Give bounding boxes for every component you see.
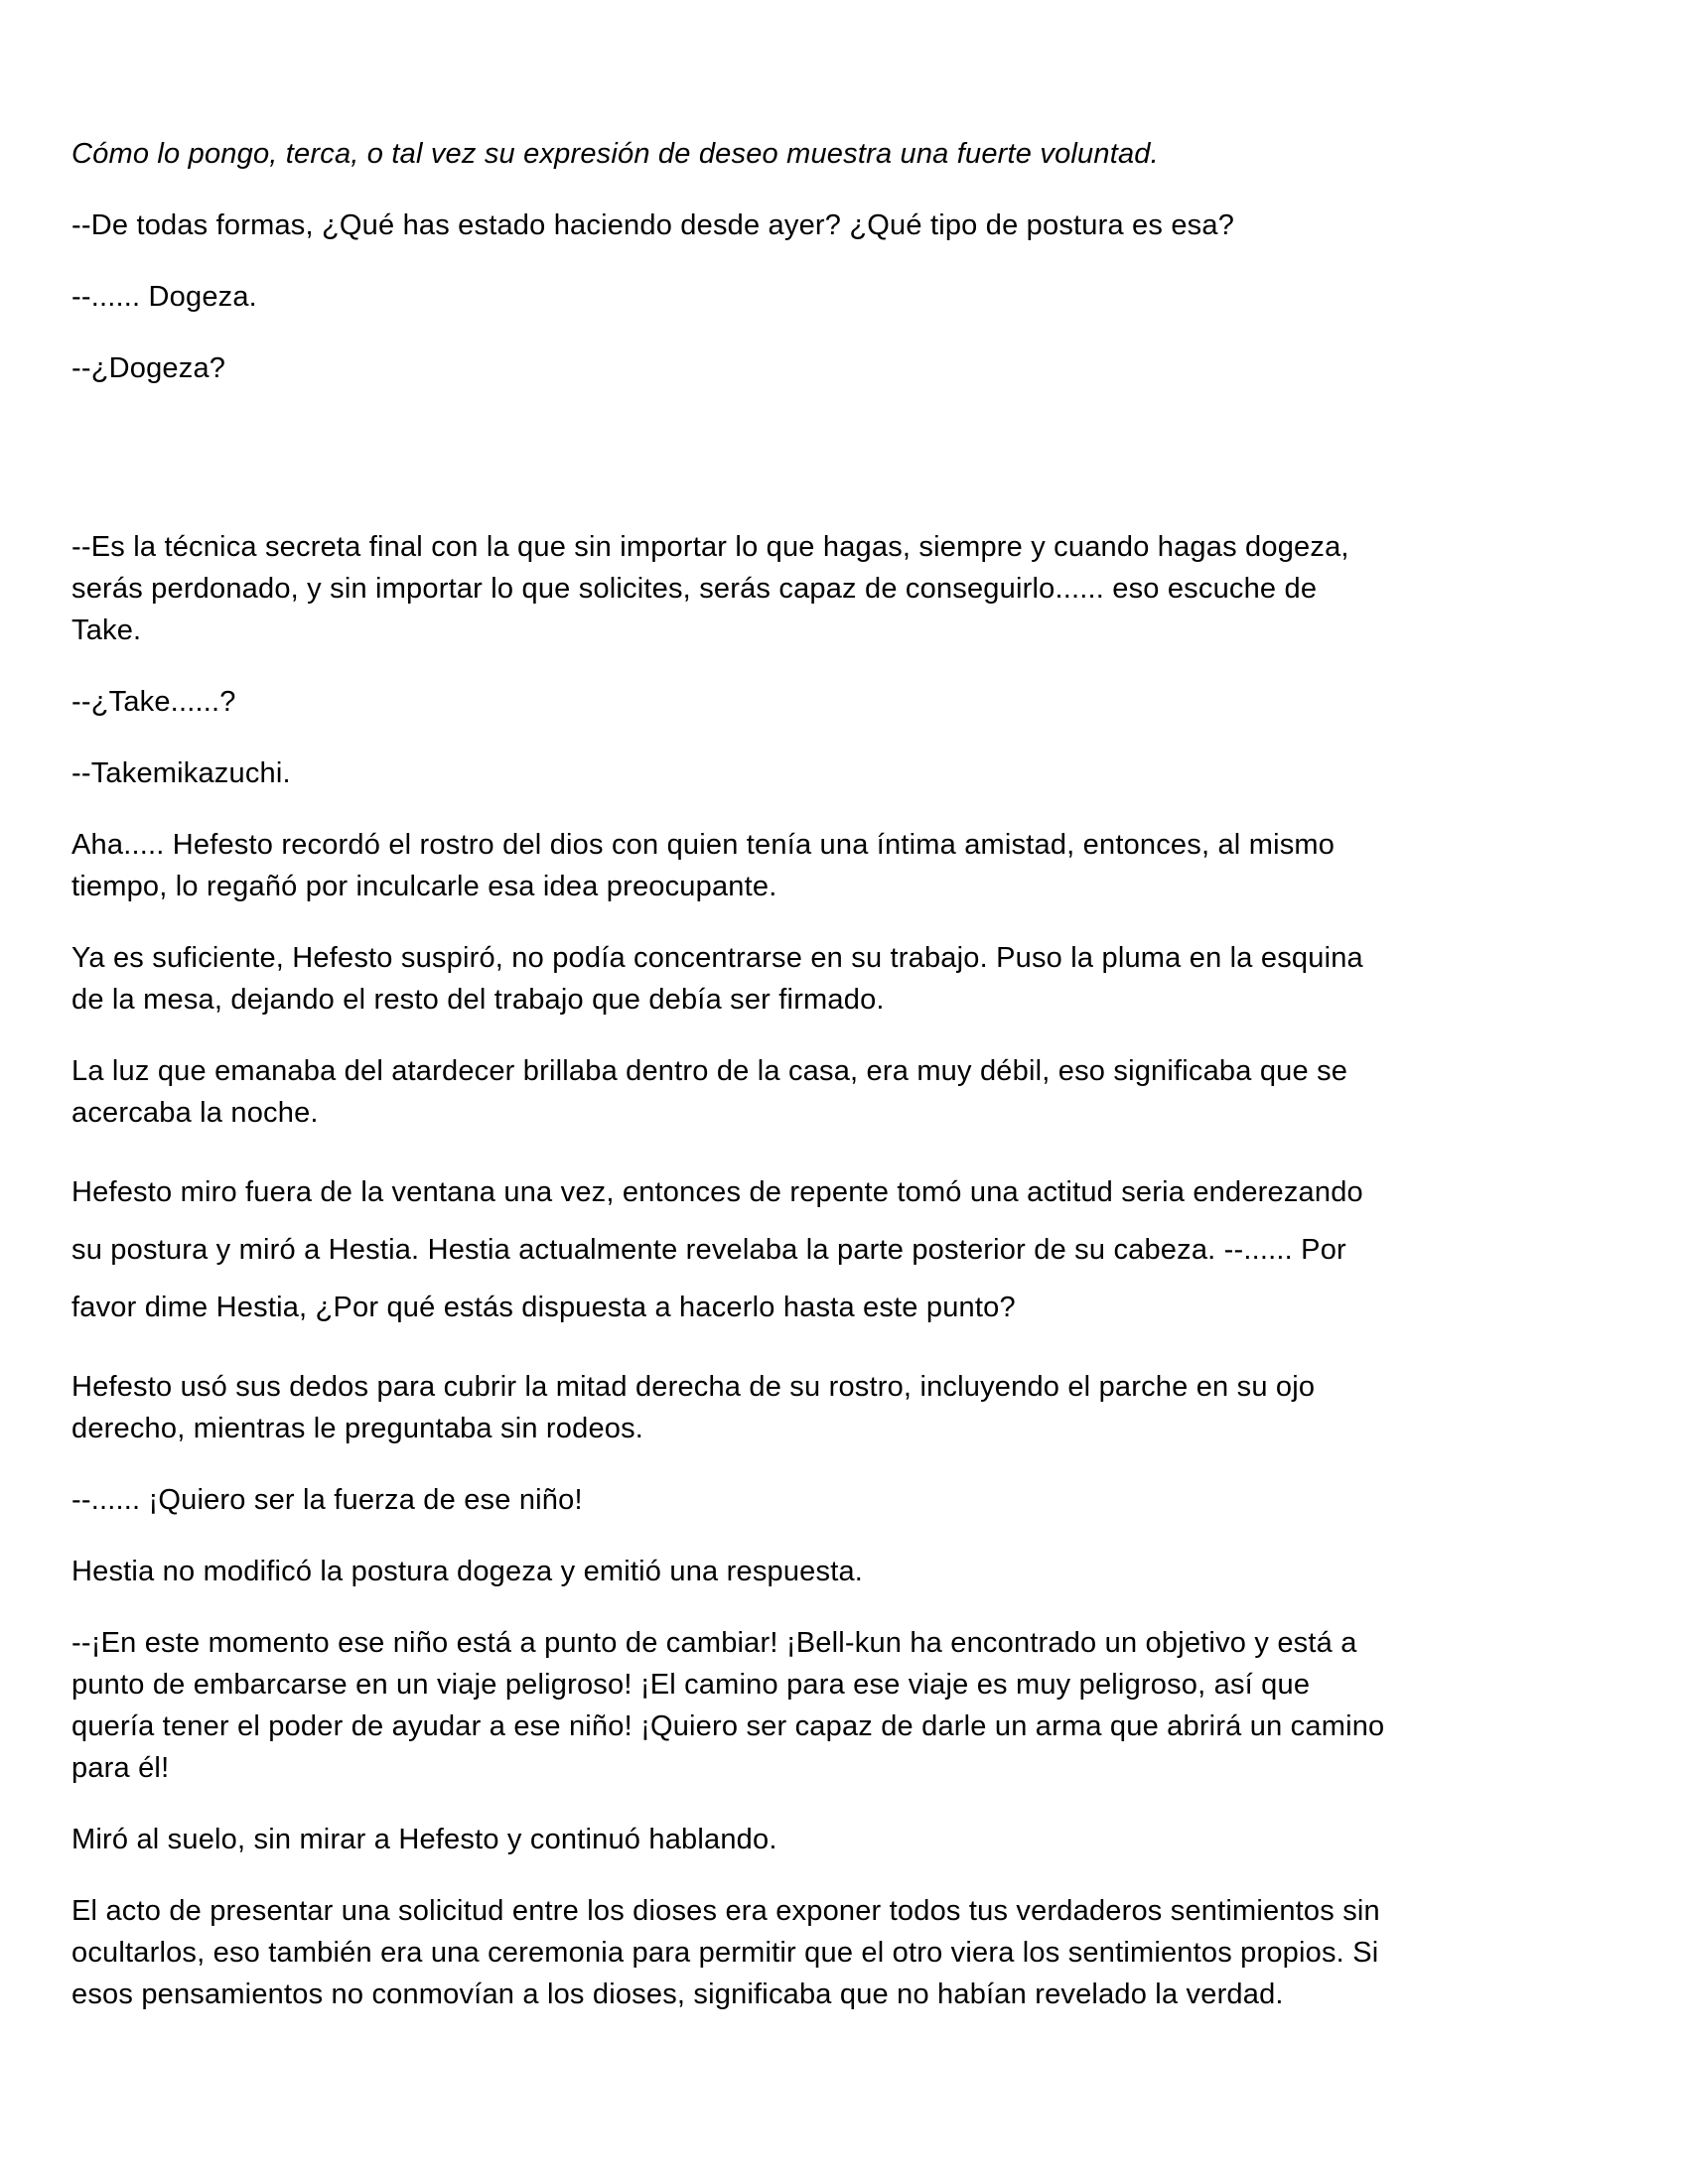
paragraph-13 bbox=[71, 1479, 1519, 1521]
text-line: su postura y miró a Hestia. Hestia actualmente revelaba la parte posterior de su cabeza. --...... Por bbox=[71, 1234, 1346, 1266]
text-line: --¿Take......? bbox=[71, 686, 236, 718]
text-line: Hefesto usó sus dedos para cubrir la mitad derecha de su rostro, incluyendo el parche en su ojo bbox=[71, 1371, 1316, 1403]
text-line: --¡En este momento ese niño está a punto de cambiar! ¡Bell-kun ha encontrado un objetivo y está a bbox=[71, 1627, 1357, 1659]
text-line: esos pensamientos no conmovían a los dioses, significaba que no habían revelado la verdad. bbox=[71, 1979, 1284, 2010]
text-line: --Es la técnica secreta final con la que sin importar lo que hagas, siempre y cuando hagas dogeza, bbox=[71, 531, 1349, 563]
paragraph-8 bbox=[71, 824, 1519, 907]
paragraph-9 bbox=[71, 937, 1519, 1021]
paragraph-11 bbox=[71, 1163, 1519, 1336]
paragraph-1 bbox=[71, 133, 1519, 175]
text-line: punto de embarcarse en un viaje peligroso! ¡El camino para ese viaje es muy peligroso, así que bbox=[71, 1669, 1311, 1701]
paragraph-5 bbox=[71, 526, 1519, 651]
text-line: La luz que emanaba del atardecer brillaba dentro de la casa, era muy débil, eso significaba que se bbox=[71, 1055, 1348, 1087]
text-line: --De todas formas, ¿Qué has estado haciendo desde ayer? ¿Qué tipo de postura es esa? bbox=[71, 209, 1235, 241]
text-line: quería tener el poder de ayudar a ese niño! ¡Quiero ser capaz de darle un arma que abrirá un camino bbox=[71, 1710, 1385, 1742]
text-line: para él! bbox=[71, 1752, 170, 1784]
text-line: --¿Dogeza? bbox=[71, 352, 226, 384]
text-line: acercaba la noche. bbox=[71, 1097, 319, 1129]
text-line: --Takemikazuchi. bbox=[71, 757, 291, 789]
text-line: favor dime Hestia, ¿Por qué estás dispuesta a hacerlo hasta este punto? bbox=[71, 1292, 1016, 1323]
paragraph-6 bbox=[71, 681, 1519, 723]
text-line: Cómo lo pongo, terca, o tal vez su expresión de deseo muestra una fuerte voluntad. bbox=[71, 138, 1159, 170]
text-line: de la mesa, dejando el resto del trabajo que debía ser firmado. bbox=[71, 984, 885, 1016]
text-line: ocultarlos, eso también era una ceremonia para permitir que el otro viera los sentimientos propios. Si bbox=[71, 1937, 1379, 1969]
paragraph-17 bbox=[71, 1890, 1519, 2015]
text-line: Aha..... Hefesto recordó el rostro del dios con quien tenía una íntima amistad, entonces, al mismo bbox=[71, 829, 1336, 861]
text-line: tiempo, lo regañó por inculcarle esa idea preocupante. bbox=[71, 871, 777, 902]
text-line: Hefesto miro fuera de la ventana una vez, entonces de repente tomó una actitud seria enderezando bbox=[71, 1176, 1363, 1208]
paragraph-16 bbox=[71, 1819, 1519, 1860]
paragraph-3 bbox=[71, 276, 1519, 318]
text-line: serás perdonado, y sin importar lo que solicites, serás capaz de conseguirlo...... eso escuche de bbox=[71, 573, 1318, 605]
paragraph-12 bbox=[71, 1366, 1519, 1449]
paragraph-2 bbox=[71, 205, 1519, 246]
text-line: derecho, mientras le preguntaba sin rodeos. bbox=[71, 1413, 644, 1444]
text-line: Miró al suelo, sin mirar a Hefesto y continuó hablando. bbox=[71, 1824, 777, 1855]
paragraph-4 bbox=[71, 347, 1519, 389]
paragraph-15 bbox=[71, 1622, 1519, 1789]
paragraph-14 bbox=[71, 1551, 1519, 1592]
text-line: Hestia no modificó la postura dogeza y emitió una respuesta. bbox=[71, 1556, 864, 1587]
text-line: --...... Dogeza. bbox=[71, 281, 257, 313]
text-line: --...... ¡Quiero ser la fuerza de ese niño! bbox=[71, 1484, 583, 1516]
paragraph-7 bbox=[71, 752, 1519, 794]
text-line: Ya es suficiente, Hefesto suspiró, no podía concentrarse en su trabajo. Puso la pluma en la esquina bbox=[71, 942, 1363, 974]
paragraph-10 bbox=[71, 1050, 1519, 1134]
text-line: El acto de presentar una solicitud entre los dioses era exponer todos tus verdaderos sentimientos sin bbox=[71, 1895, 1380, 1927]
text-line: Take. bbox=[71, 614, 142, 646]
